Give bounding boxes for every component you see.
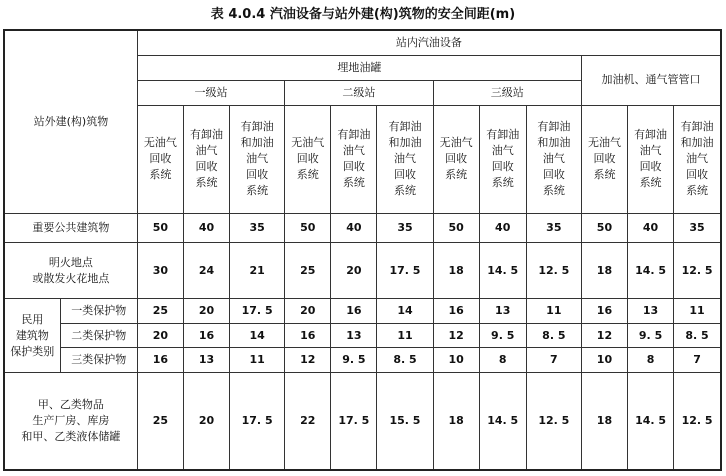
table-cell: 14. 5 [479,243,526,299]
text-line: 回收 [393,168,416,182]
text-line: 回收 [491,160,514,174]
table-cell: 8 [628,348,674,372]
table-cell: 16 [285,323,331,347]
table-cell: 12. 5 [674,243,721,299]
table-cell: 8 [479,348,526,372]
col-header-both [377,105,433,213]
row-label [60,348,137,372]
text-line: 油气 [195,144,218,158]
text-line: 回收 [195,160,218,174]
text-line: 油气 [686,152,709,166]
table-cell: 8. 5 [377,348,433,372]
text-line: 系统 [149,168,172,182]
table-row [4,372,721,470]
text-line: 和加油 [537,136,571,150]
table-cell: 11 [674,299,721,323]
text-line: 有卸油 [537,120,571,134]
table-cell: 17. 5 [377,243,433,299]
table-cell: 30 [137,243,183,299]
table-cell: 20 [183,299,229,323]
corner-header: 站外建(构)筑物 [4,30,137,213]
col-header-unload [331,105,377,213]
text-line: 有卸油 [388,120,422,134]
table-cell: 35 [377,213,433,243]
text-line: 无油气 [143,136,177,150]
text-line: 系统 [639,176,662,190]
text-line: 无油气 [587,136,621,150]
text-line: 有卸油 [680,120,714,134]
table-cell: 35 [230,213,285,243]
table-cell: 25 [285,243,331,299]
text-line: 油气 [393,152,416,166]
text-line: 油气 [639,144,662,158]
text-line: 无油气 [291,136,325,150]
table-cell: 12. 5 [526,243,581,299]
col-header-none [433,105,479,213]
table-cell: 35 [526,213,581,243]
table-cell: 40 [183,213,229,243]
col-header-unload [479,105,526,213]
table-cell: 17. 5 [230,299,285,323]
grade-3-header: 三级站 [433,81,581,105]
text-line: 或散发火花地点 [32,271,110,285]
text-line: 回收 [445,152,468,166]
table-cell: 17. 5 [230,372,285,470]
table-cell: 35 [674,213,721,243]
table-row [4,348,721,372]
text-line: 和甲、乙类液体储罐 [21,429,121,443]
col-header-none [581,105,627,213]
table-cell: 22 [285,372,331,470]
text-line: 油气 [491,144,514,158]
table-cell: 10 [433,348,479,372]
table-cell: 11 [230,348,285,372]
table-cell: 13 [479,299,526,323]
table-cell: 17. 5 [331,372,377,470]
table-cell: 14. 5 [628,372,674,470]
text-line: 回收 [686,168,709,182]
text-line: 保护类别 [10,344,55,358]
table-cell: 18 [433,243,479,299]
col-header-both [230,105,285,213]
table-cell: 12. 5 [526,372,581,470]
text-line: 回收 [542,168,565,182]
buried-tank-header: 埋地油罐 [137,55,581,80]
table-cell: 21 [230,243,285,299]
text-line: 系统 [342,176,365,190]
row-label [4,213,137,243]
text-line: 和加油 [680,136,714,150]
text-line: 回收 [593,152,616,166]
table-cell: 11 [526,299,581,323]
table-cell: 50 [137,213,183,243]
text-line: 有卸油 [634,128,668,142]
table-cell: 40 [628,213,674,243]
grade-1-header: 一级站 [137,81,284,105]
table-cell: 14 [377,299,433,323]
table-cell: 9. 5 [628,323,674,347]
text-line: 油气 [342,144,365,158]
text-line: 回收 [296,152,319,166]
table-row [4,213,721,243]
text-line: 系统 [445,168,468,182]
text-line: 系统 [195,176,218,190]
col-header-unload [628,105,674,213]
table-row [4,299,721,323]
table-cell: 14 [230,323,285,347]
row-label [60,299,137,323]
table-cell: 12. 5 [674,372,721,470]
table-cell: 7 [674,348,721,372]
text-line: 民用 [21,312,44,326]
row-label [4,372,137,470]
text-line: 二类保护物 [71,328,127,342]
text-line: 明火地点 [48,255,93,269]
table-cell: 25 [137,372,183,470]
table-cell: 8. 5 [674,323,721,347]
text-line: 回收 [149,152,172,166]
table-cell: 13 [183,348,229,372]
text-line: 有卸油 [189,128,223,142]
table-cell: 15. 5 [377,372,433,470]
table-cell: 9. 5 [331,348,377,372]
table-cell: 16 [581,299,627,323]
table-cell: 18 [581,243,627,299]
table-cell: 40 [479,213,526,243]
col-header-none [137,105,183,213]
row-label [60,323,137,347]
table-cell: 16 [433,299,479,323]
table-cell: 18 [581,372,627,470]
table-cell: 24 [183,243,229,299]
table-cell: 20 [285,299,331,323]
text-line: 无油气 [439,136,473,150]
table-cell: 16 [137,348,183,372]
text-line: 三类保护物 [71,352,127,366]
table-cell: 20 [331,243,377,299]
table-cell: 50 [433,213,479,243]
text-line: 有卸油 [337,128,371,142]
text-line: 回收 [342,160,365,174]
table-cell: 14. 5 [628,243,674,299]
safety-distance-table [3,29,722,471]
table-cell: 25 [137,299,183,323]
table-cell: 12 [285,348,331,372]
col-header-none [285,105,331,213]
text-line: 系统 [593,168,616,182]
text-line: 和加油 [240,136,274,150]
text-line: 油气 [542,152,565,166]
text-line: 生产厂房、库房 [32,413,110,427]
text-line: 和加油 [388,136,422,150]
text-line: 重要公共建筑物 [32,221,110,235]
text-line: 系统 [296,168,319,182]
grade-2-header: 二级站 [285,81,433,105]
table-cell: 20 [183,372,229,470]
text-line: 系统 [393,184,416,198]
table-cell: 7 [526,348,581,372]
table-title: 表 4.0.4 汽油设备与站外建(构)筑物的安全间距(m) [210,7,516,22]
table-row [4,323,721,347]
text-line: 系统 [542,184,565,198]
text-line: 有卸油 [486,128,520,142]
table-cell: 11 [377,323,433,347]
table-cell: 12 [581,323,627,347]
table-cell: 50 [581,213,627,243]
col-header-both [674,105,721,213]
table-cell: 13 [331,323,377,347]
table-cell: 8. 5 [526,323,581,347]
text-line: 系统 [686,184,709,198]
table-cell: 9. 5 [479,323,526,347]
table-row [4,243,721,299]
text-line: 一类保护物 [71,304,127,318]
text-line: 建筑物 [15,328,49,342]
text-line: 系统 [491,176,514,190]
text-line: 回收 [639,160,662,174]
text-line: 回收 [246,168,269,182]
table-cell: 18 [433,372,479,470]
table-cell: 12 [433,323,479,347]
table-cell: 16 [183,323,229,347]
group-header: 站内汽油设备 [137,30,721,55]
table-cell: 16 [331,299,377,323]
table-cell: 50 [285,213,331,243]
text-line: 甲、乙类物品 [37,397,104,411]
col-header-unload [183,105,229,213]
civil-group-label [4,299,60,372]
text-line: 有卸油 [240,120,274,134]
col-header-both [526,105,581,213]
table-cell: 13 [628,299,674,323]
table-cell: 10 [581,348,627,372]
text-line: 油气 [246,152,269,166]
row-label [4,243,137,299]
table-cell: 14. 5 [479,372,526,470]
table-cell: 20 [137,323,183,347]
table-cell: 40 [331,213,377,243]
text-line: 系统 [246,184,269,198]
dispenser-header: 加油机、通气管管口 [581,55,721,105]
